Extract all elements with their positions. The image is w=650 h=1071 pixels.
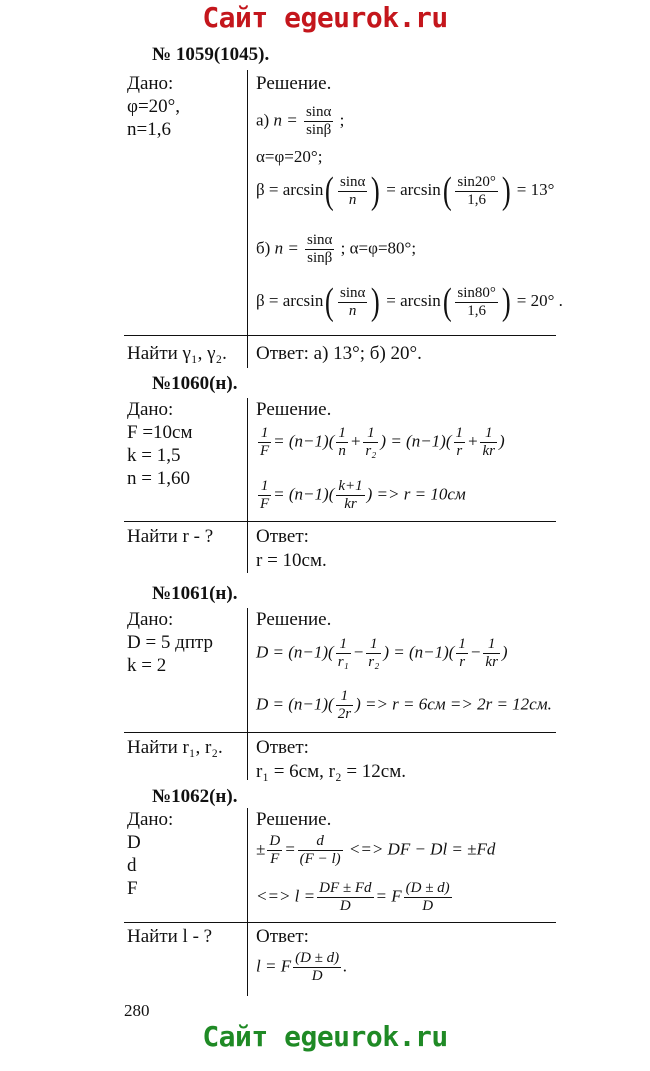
- given-block-1062: Дано: D d F: [127, 809, 174, 899]
- equation-beta-1: β = arcsin( $\frac{\sin\alpha}{n}$ ) = arcsin( $\frac{\sin 20^\circ}{1,6}$ ) = 13°: [256, 170, 555, 212]
- problem-number-1060: №1060(н).: [152, 373, 238, 394]
- fraction: $\frac{\sin\alpha}{\sin\beta}$: [305, 104, 332, 138]
- solution-label: Решение.: [256, 399, 332, 420]
- answer-1059: Ответ: а) 13°; б) 20°.: [256, 343, 422, 364]
- solution-label: Решение.: [256, 609, 332, 630]
- answer-label: Ответ:: [256, 526, 309, 547]
- find-1060: Найти r - ?: [127, 526, 214, 547]
- solution-label: Решение.: [256, 73, 332, 94]
- given-block-1061: Дано: D = 5 дптр k = 2: [127, 609, 214, 676]
- answer-label: Ответ:: [256, 926, 309, 947]
- divider-vertical: [247, 808, 248, 996]
- problem-number-1062: №1062(н).: [152, 786, 238, 807]
- solution-label: Решение.: [256, 809, 332, 830]
- answer-1060: r = 10см.: [256, 550, 327, 571]
- answer-label: Ответ:: [256, 737, 309, 758]
- divider-horizontal: [124, 922, 556, 923]
- given-item: φ=20°,: [127, 96, 181, 117]
- given-label: Дано:: [127, 73, 174, 94]
- equation-lens-1: $\frac{1}{F}$ = (n−1)( $\frac{1}{n}$ + $\frac{1}{\text{r₂}}$ ) = (n−1)( $\frac{1}{r}$ + $\frac{1}{kr}$ ): [260, 425, 505, 459]
- equation-beta-2: β = arcsin( $\frac{\sin\alpha}{n}$ ) = arcsin( $\frac{\sin 80^\circ}{1,6}$ ) = 20° .: [256, 281, 563, 323]
- answer-1062: l = F $\frac{(D \pm d)}{D}$ .: [256, 950, 348, 984]
- answer-1061: r₁ = 6см, r₂ = 12см.: [256, 761, 406, 782]
- equation-alpha: α=φ=20°;: [256, 147, 323, 166]
- divider-vertical: [247, 608, 248, 780]
- find-1059: Найти γ₁, γ₂.: [127, 343, 227, 364]
- problem-number-1061: №1061(н).: [152, 583, 238, 604]
- site-banner-top[interactable]: Сайт egeurok.ru: [202, 1, 448, 34]
- problem-number-1059: № 1059(1045).: [152, 44, 270, 65]
- given-item: n=1,6: [127, 119, 171, 140]
- equation-b-n: б) n = $\frac{\sin\alpha}{\sin\beta}$ ; α=φ=80°;: [256, 232, 417, 266]
- page-number: 280: [124, 1001, 150, 1020]
- find-1061: Найти r₁, r₂.: [127, 737, 223, 758]
- find-1062: Найти l - ?: [127, 926, 213, 947]
- divider-horizontal: [124, 521, 556, 522]
- equation-distance-2: <=> l = $\frac{DF \pm Fd}{D}$ = F $\frac{(D \pm d)}{D}$: [256, 880, 450, 914]
- divider-vertical: [247, 70, 248, 368]
- equation-a-n: а) n = $\frac{\sin\alpha}{\sin\beta}$ ;: [256, 104, 345, 138]
- site-banner-bottom[interactable]: Сайт egeurok.ru: [202, 1020, 448, 1053]
- given-block-1060: Дано: F =10см k = 1,5 n = 1,60: [127, 399, 193, 489]
- equation-distance-1: ± $\frac{D}{F}$ = $\frac{d}{(F - l)}$ <=> DF − Dl = ±Fd: [256, 833, 496, 867]
- divider-horizontal: [124, 335, 556, 336]
- equation-power-2: D = (n−1)( $\frac{1}{2r}$ ) => r = 6см => 2r = 12см.: [256, 688, 552, 722]
- divider-vertical: [247, 398, 248, 573]
- equation-power-1: D = (n−1)( $\frac{1}{\text{r₁}}$ − $\frac{1}{\text{r₂}}$ ) = (n−1)( $\frac{1}{r}$ − $\frac{1}{kr}$ ): [256, 636, 508, 670]
- equation-lens-2: $\frac{1}{F}$ = (n−1)( $\frac{k+1}{kr}$ ) => r = 10см: [260, 478, 466, 512]
- given-block-1059: [127, 72, 180, 141]
- divider-horizontal: [124, 732, 556, 733]
